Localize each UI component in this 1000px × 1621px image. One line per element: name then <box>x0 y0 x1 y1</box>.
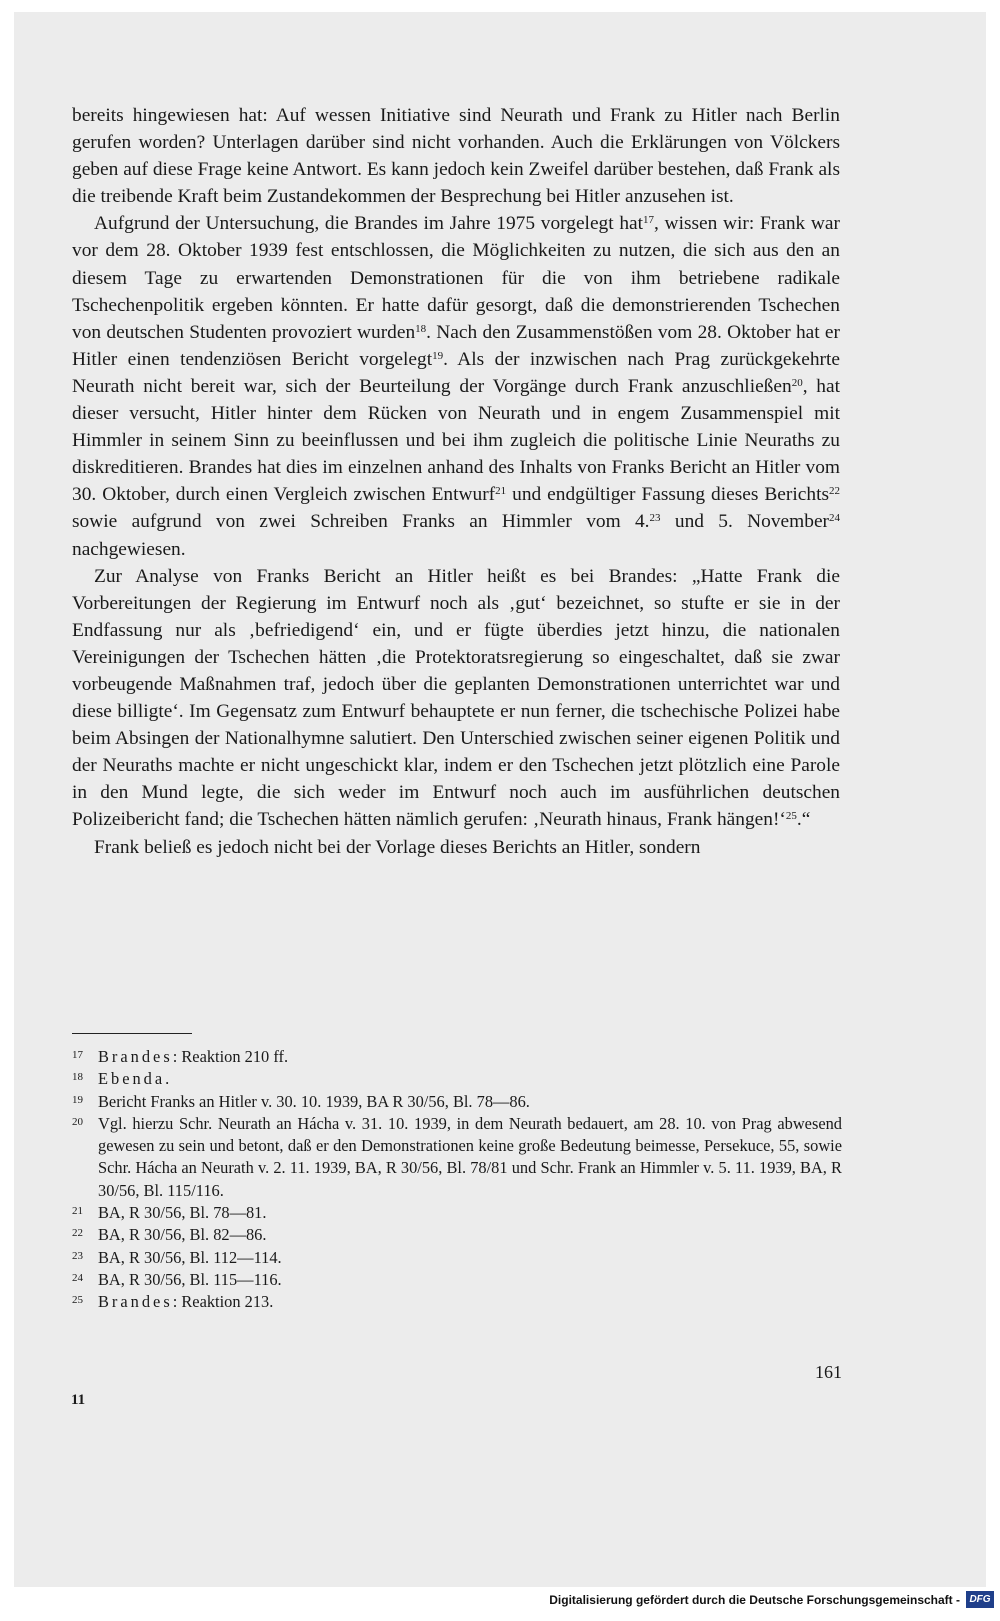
footnote-text: BA, R 30/56, Bl. 82—86. <box>98 1225 267 1245</box>
footnote <box>72 1291 842 1313</box>
footnote <box>72 1202 842 1224</box>
footnote-ref-24: 24 <box>829 512 841 525</box>
paragraph-2-text-b: , wissen wir: Frank war vor dem 28. Oktober 1939 fest entschlossen, die Möglichkeiten zu nutzen, die sich aus den an diesem Tage zu erwartenden Demonstrationen für die von ihm betriebene radikale Tschechenpolitik ergeben könnten. Er hatte dafür gesorgt, daß die demonstrierenden Tschechen von deutschen Studenten provoziert wurden <box>72 213 840 343</box>
footnote-ref-20: 20 <box>791 376 803 389</box>
digitization-credit: Digitalisierung gefördert durch die Deutsche Forschungsgemeinschaft - <box>549 1593 960 1607</box>
footnote <box>72 1269 842 1291</box>
footnote-author: Brandes <box>98 1047 173 1066</box>
footnote-body: : Reaktion 210 ff. <box>172 1047 289 1066</box>
paragraph-2-text-i: nachgewiesen. <box>72 538 186 560</box>
footnote-ref-22: 22 <box>829 485 840 498</box>
footnote-number: 23 <box>72 1249 83 1262</box>
footnote-ref-21: 21 <box>495 485 507 498</box>
footnote-text <box>98 1046 842 1068</box>
footnote-number: 24 <box>72 1271 83 1284</box>
paragraph-4: Frank beließ es jedoch nicht bei der Vorlage dieses Berichts an Hitler, sondern <box>94 836 701 858</box>
footnote-number: 22 <box>72 1227 83 1240</box>
body-text <box>72 102 840 861</box>
paragraph-2-text-d: . Als der inzwischen nach Prag zurückgekehrte Neurath nicht bereit war, sich der Beurteilung der Vorgänge durch Frank anzuschließen <box>72 348 840 397</box>
footnote <box>72 1068 842 1090</box>
footnote-ref-17: 17 <box>643 214 655 227</box>
footnote <box>72 1046 842 1068</box>
paragraph-2-text-c: . Nach den Zusammenstößen vom 28. Oktober hat er Hitler einen tendenziösen Bericht vorgelegt <box>72 321 840 370</box>
paragraph-2-text-e: , hat dieser versucht, Hitler hinter dem Rücken von Neurath und in engem Zusammenspiel mit Himmler in seinem Sinn zu beeinflussen und bei ihm zugleich die politische Linie Neuraths zu diskreditieren. Brandes hat dies im einzelnen anhand des Inhalts von Franks Bericht an Hitler vom 30. Oktober, durch einen Vergleich zwischen Entwurf <box>72 375 840 506</box>
footnote-text: Vgl. hierzu Schr. Neurath an Hácha v. 31. 10. 1939, in dem Neurath bedauert, am 28. 10. von Prag abwesend gewesen zu sein und betont, daß er den Demonstrationen keine große Bedeutung beimesse, Persekuce, 55, sowie Schr. Hácha an Neurath v. 2. 11. 1939, BA, R 30/56, Bl. 78/81 und Schr. Frank an Himmler v. 5. 11. 1939, BA, R 30/56, Bl. 115/116. <box>98 1113 842 1200</box>
footnote-body: . <box>165 1069 170 1089</box>
footnote-text: BA, R 30/56, Bl. 115—116. <box>98 1269 282 1289</box>
paragraph-2-text-f: und endgültiger Fassung dieses Berichts <box>506 484 829 506</box>
paragraph-3 <box>72 563 840 834</box>
footnote-number: 25 <box>72 1294 83 1307</box>
paragraph-2-text-a: Aufgrund der Untersuchung, die Brandes im Jahre 1975 vorgelegt hat <box>94 213 644 235</box>
footnote-number: 20 <box>72 1115 83 1128</box>
footnote <box>72 1091 842 1113</box>
paragraph-3-text-b: .“ <box>796 809 811 831</box>
footnote <box>72 1113 842 1202</box>
footnote <box>72 1247 842 1269</box>
footnote-text: BA, R 30/56, Bl. 112—114. <box>98 1247 282 1267</box>
footnote-divider <box>72 1033 192 1034</box>
footnote-number: 17 <box>72 1049 83 1061</box>
footnote-number: 19 <box>72 1093 83 1106</box>
footnote <box>72 1224 842 1246</box>
dfg-logo: DFG <box>966 1591 994 1608</box>
footnote-text: BA, R 30/56, Bl. 78—81. <box>98 1203 267 1223</box>
paragraph-2-text-g: sowie aufgrund von zwei Schreiben Franks an Himmler vom 4. <box>72 511 650 533</box>
footnote-author: Ebenda <box>98 1069 166 1089</box>
paragraph-1: bereits hingewiesen hat: Auf wessen Initiative sind Neurath und Frank zu Hitler nach Berlin gerufen worden? Unterlagen darüber sind nicht vorhanden. Auch die Erklärungen von Völckers geben auf diese Frage keine Antwort. Es kann jedoch kein Zweifel darüber bestehen, daß Frank als die treibende Kraft beim Zustandekommen der Besprechung bei Hitler anzusehen ist. <box>72 105 840 208</box>
footnote-text <box>98 1068 842 1090</box>
footnotes <box>72 1046 842 1314</box>
footnote-text <box>98 1291 842 1313</box>
paragraph-3-text-a: Zur Analyse von Franks Bericht an Hitler heißt es bei Brandes: „Hatte Frank die Vorbereitungen der Regierung im Entwurf noch als ‚gut‘ bezeichnet, so stufte er sie in der Endfassung nur als ‚befriedigend‘ ein, und er fügte überdies jetzt hinzu, die nationalen Vereinigungen der Tschechen hätten ‚die Protektoratsregierung so eingeschaltet, daß sie zwar vorbeugende Maßnahmen traf, jedoch über die geplanten Demonstrationen unterrichtet war und diese billigte‘. Im Gegensatz zum Entwurf behauptete er nun ferner, die tschechische Polizei habe beim Absingen der Nationalhymne salutiert. Den Unterschied zwischen seiner eigenen Politik und der Neuraths machte er nicht ungeschickt klar, indem er den Tschechen jetzt plötzlich eine Parole in den Mund legte, die sich weder im Entwurf noch auch im ausführlichen deutschen Polizeibericht fand; die Tschechen hätten nämlich gerufen: ‚Neurath hinaus, Frank hängen!‘ <box>72 565 840 831</box>
footnote-body: : Reaktion 213. <box>172 1292 274 1312</box>
footnote-number: 21 <box>72 1205 83 1218</box>
footnote-ref-25: 25 <box>785 810 797 823</box>
signature-mark: 11 <box>71 1392 86 1408</box>
paragraph-2-text-h: und 5. November <box>660 511 830 533</box>
footnote-author: Brandes <box>98 1292 173 1312</box>
footnote-text: Bericht Franks an Hitler v. 30. 10. 1939, BA R 30/56, Bl. 78—86. <box>98 1091 530 1111</box>
paragraph-2 <box>72 210 840 562</box>
footnote-ref-18: 18 <box>415 322 427 335</box>
page-number: 161 <box>815 1362 842 1382</box>
footnote-ref-23: 23 <box>649 512 661 525</box>
footnote-ref-19: 19 <box>432 349 444 362</box>
footnote-number: 18 <box>72 1071 83 1084</box>
